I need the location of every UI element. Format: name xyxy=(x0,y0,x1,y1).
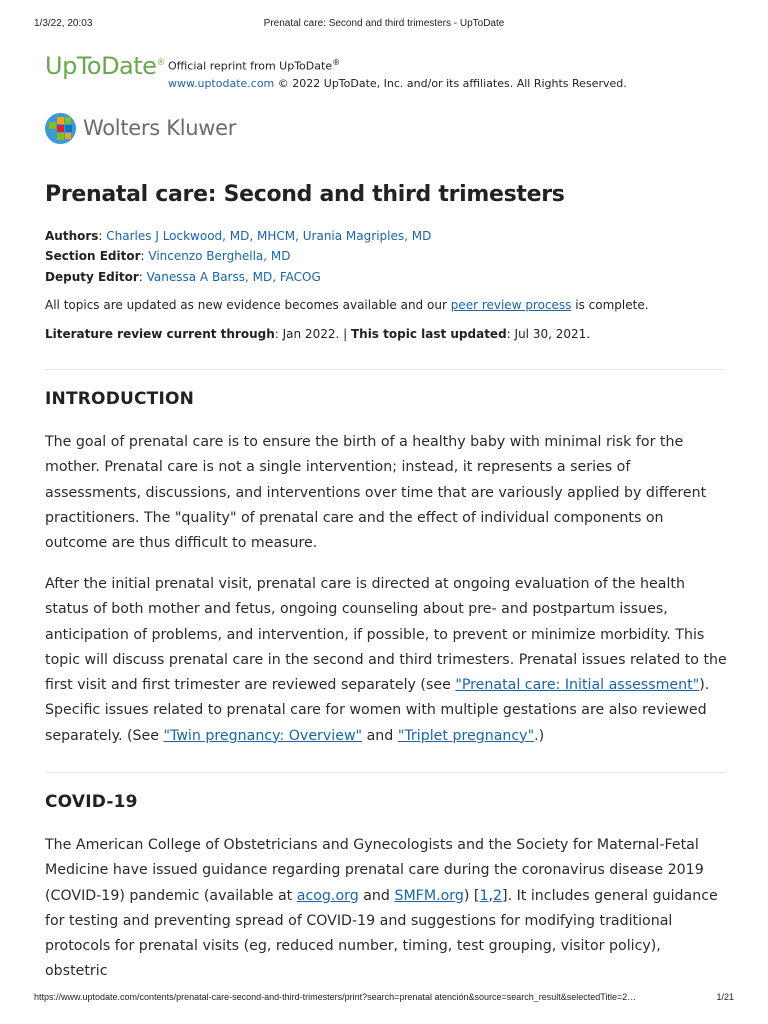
reprint-notice xyxy=(168,54,627,92)
copyright-text: © 2022 UpToDate, Inc. and/or its affiliates. All Rights Reserved. xyxy=(274,76,627,90)
introduction-heading: INTRODUCTION xyxy=(45,389,195,409)
deputy-editor-link[interactable]: Vanessa A Barss, MD, FACOG xyxy=(146,270,321,284)
reference-1-link[interactable]: 1 xyxy=(479,887,489,904)
lit-review-value: : Jan 2022. | xyxy=(274,327,351,341)
reference-separator: , xyxy=(488,887,494,904)
intro-p2-text-c: and xyxy=(362,727,398,744)
covid-heading: COVID-19 xyxy=(45,792,138,812)
last-updated-value: : Jul 30, 2021. xyxy=(506,327,591,341)
reference-2-link[interactable]: 2 xyxy=(493,887,503,904)
peer-review-link[interactable]: peer review process xyxy=(450,298,572,312)
print-datetime: 1/3/22, 20:03 xyxy=(34,18,93,29)
authors-line: Authors: Charles J Lockwood, MD, MHCM, Urania Magriples, MD xyxy=(45,229,432,243)
section-divider xyxy=(45,369,725,370)
intro-p2-text-a: After the initial prenatal visit, prenatal care is directed at ongoing evaluation of the health status of both mother and fetus, ongoing counseling about pre- and postpartum issues, anticipation of problems, and intervention, if possible, to prevent or minimize morbidity. This topic will discuss prenatal care in the second and third trimesters. Prenatal issues related to the first visit and first trimester are reviewed separately (see xyxy=(45,576,727,694)
section-editor-link[interactable]: Vincenzo Berghella, MD xyxy=(148,249,291,263)
covid-text-d: ]. It includes general guidance for testing and preventing spread of COVID-19 and suggestions for modifying traditional protocols for prenatal visits (eg, reduced number, timing, test grouping, visitor policy), obstetric xyxy=(45,887,718,980)
reprint-prefix: Official reprint from UpToDate xyxy=(168,59,333,73)
intro-p2-text-d: .) xyxy=(534,727,545,744)
twin-pregnancy-link[interactable]: "Twin pregnancy: Overview" xyxy=(163,727,363,744)
print-url: https://www.uptodate.com/contents/prenatal-care-second-and-third-trimesters/print?search=prenatal atención&source=search_result&selectedTitle=2… xyxy=(34,992,637,1002)
initial-assessment-link[interactable]: "Prenatal care: Initial assessment" xyxy=(455,677,700,694)
covid-text-b: and xyxy=(358,887,395,904)
triplet-pregnancy-link[interactable]: "Triplet pregnancy" xyxy=(397,727,535,744)
lit-review-label: Literature review current through xyxy=(45,327,275,341)
brand-row xyxy=(45,52,725,92)
wolters-kluwer-logo xyxy=(45,113,305,147)
covid-paragraph xyxy=(45,833,727,985)
intro-p2-text-b: ). Specific issues related to prenatal care for women with multiple gestations are also reviewed separately. (See xyxy=(45,677,710,744)
authors-label: Authors xyxy=(45,229,99,243)
copyright-line xyxy=(168,75,627,92)
uptodate-logo-text: UpToDate xyxy=(45,52,157,80)
update-note xyxy=(45,295,725,315)
section-editor-line: Section Editor: Vincenzo Berghella, MD xyxy=(45,249,291,263)
acog-link[interactable]: acog.org xyxy=(296,887,359,904)
intro-paragraph-2 xyxy=(45,572,727,749)
deputy-editor-label: Deputy Editor xyxy=(45,270,139,284)
last-updated-label: This topic last updated xyxy=(350,327,507,341)
uptodate-site-link[interactable]: www.uptodate.com xyxy=(168,76,275,90)
page-number: 1/21 xyxy=(716,992,734,1002)
deputy-editor-line: Deputy Editor: Vanessa A Barss, MD, FACOG xyxy=(45,270,321,284)
print-footer xyxy=(34,992,734,1006)
reprint-registered-mark: ® xyxy=(332,58,341,67)
intro-paragraph-1: The goal of prenatal care is to ensure the birth of a healthy baby with minimal risk for the mother. Prenatal care is not a single intervention; instead, it represents a series of assessments, discussions, and interventions over time that are variously applied by different practitioners. The "quality" of prenatal care and the effect of individual components on outcome are thus difficult to measure. xyxy=(45,434,707,552)
reprint-line xyxy=(168,54,627,75)
print-header xyxy=(34,18,734,32)
covid-text-a: The American College of Obstetricians and Gynecologists and the Society for Maternal-Fetal Medicine have issued guidance regarding prenatal care during the coronavirus disease 2019 (COVID-19) pandemic (available at xyxy=(45,837,704,904)
review-dates xyxy=(45,324,725,344)
smfm-link[interactable]: SMFM.org xyxy=(394,887,464,904)
publisher-name: Wolters Kluwer xyxy=(83,116,237,140)
section-divider xyxy=(45,772,725,773)
print-page-title: Prenatal care: Second and third trimesters - UpToDate xyxy=(263,18,505,29)
section-editor-label: Section Editor xyxy=(45,249,141,263)
update-note-post: is complete. xyxy=(571,298,649,312)
covid-text-c: ) [ xyxy=(463,887,480,904)
uptodate-logo[interactable] xyxy=(45,52,165,80)
page-title: Prenatal care: Second and third trimesters xyxy=(45,182,565,207)
wolters-kluwer-mark-icon xyxy=(45,113,76,144)
registered-mark: ® xyxy=(156,58,165,68)
authors-link[interactable]: Charles J Lockwood, MD, MHCM, Urania Magriples, MD xyxy=(106,229,432,243)
update-note-pre: All topics are updated as new evidence becomes available and our xyxy=(45,298,451,312)
